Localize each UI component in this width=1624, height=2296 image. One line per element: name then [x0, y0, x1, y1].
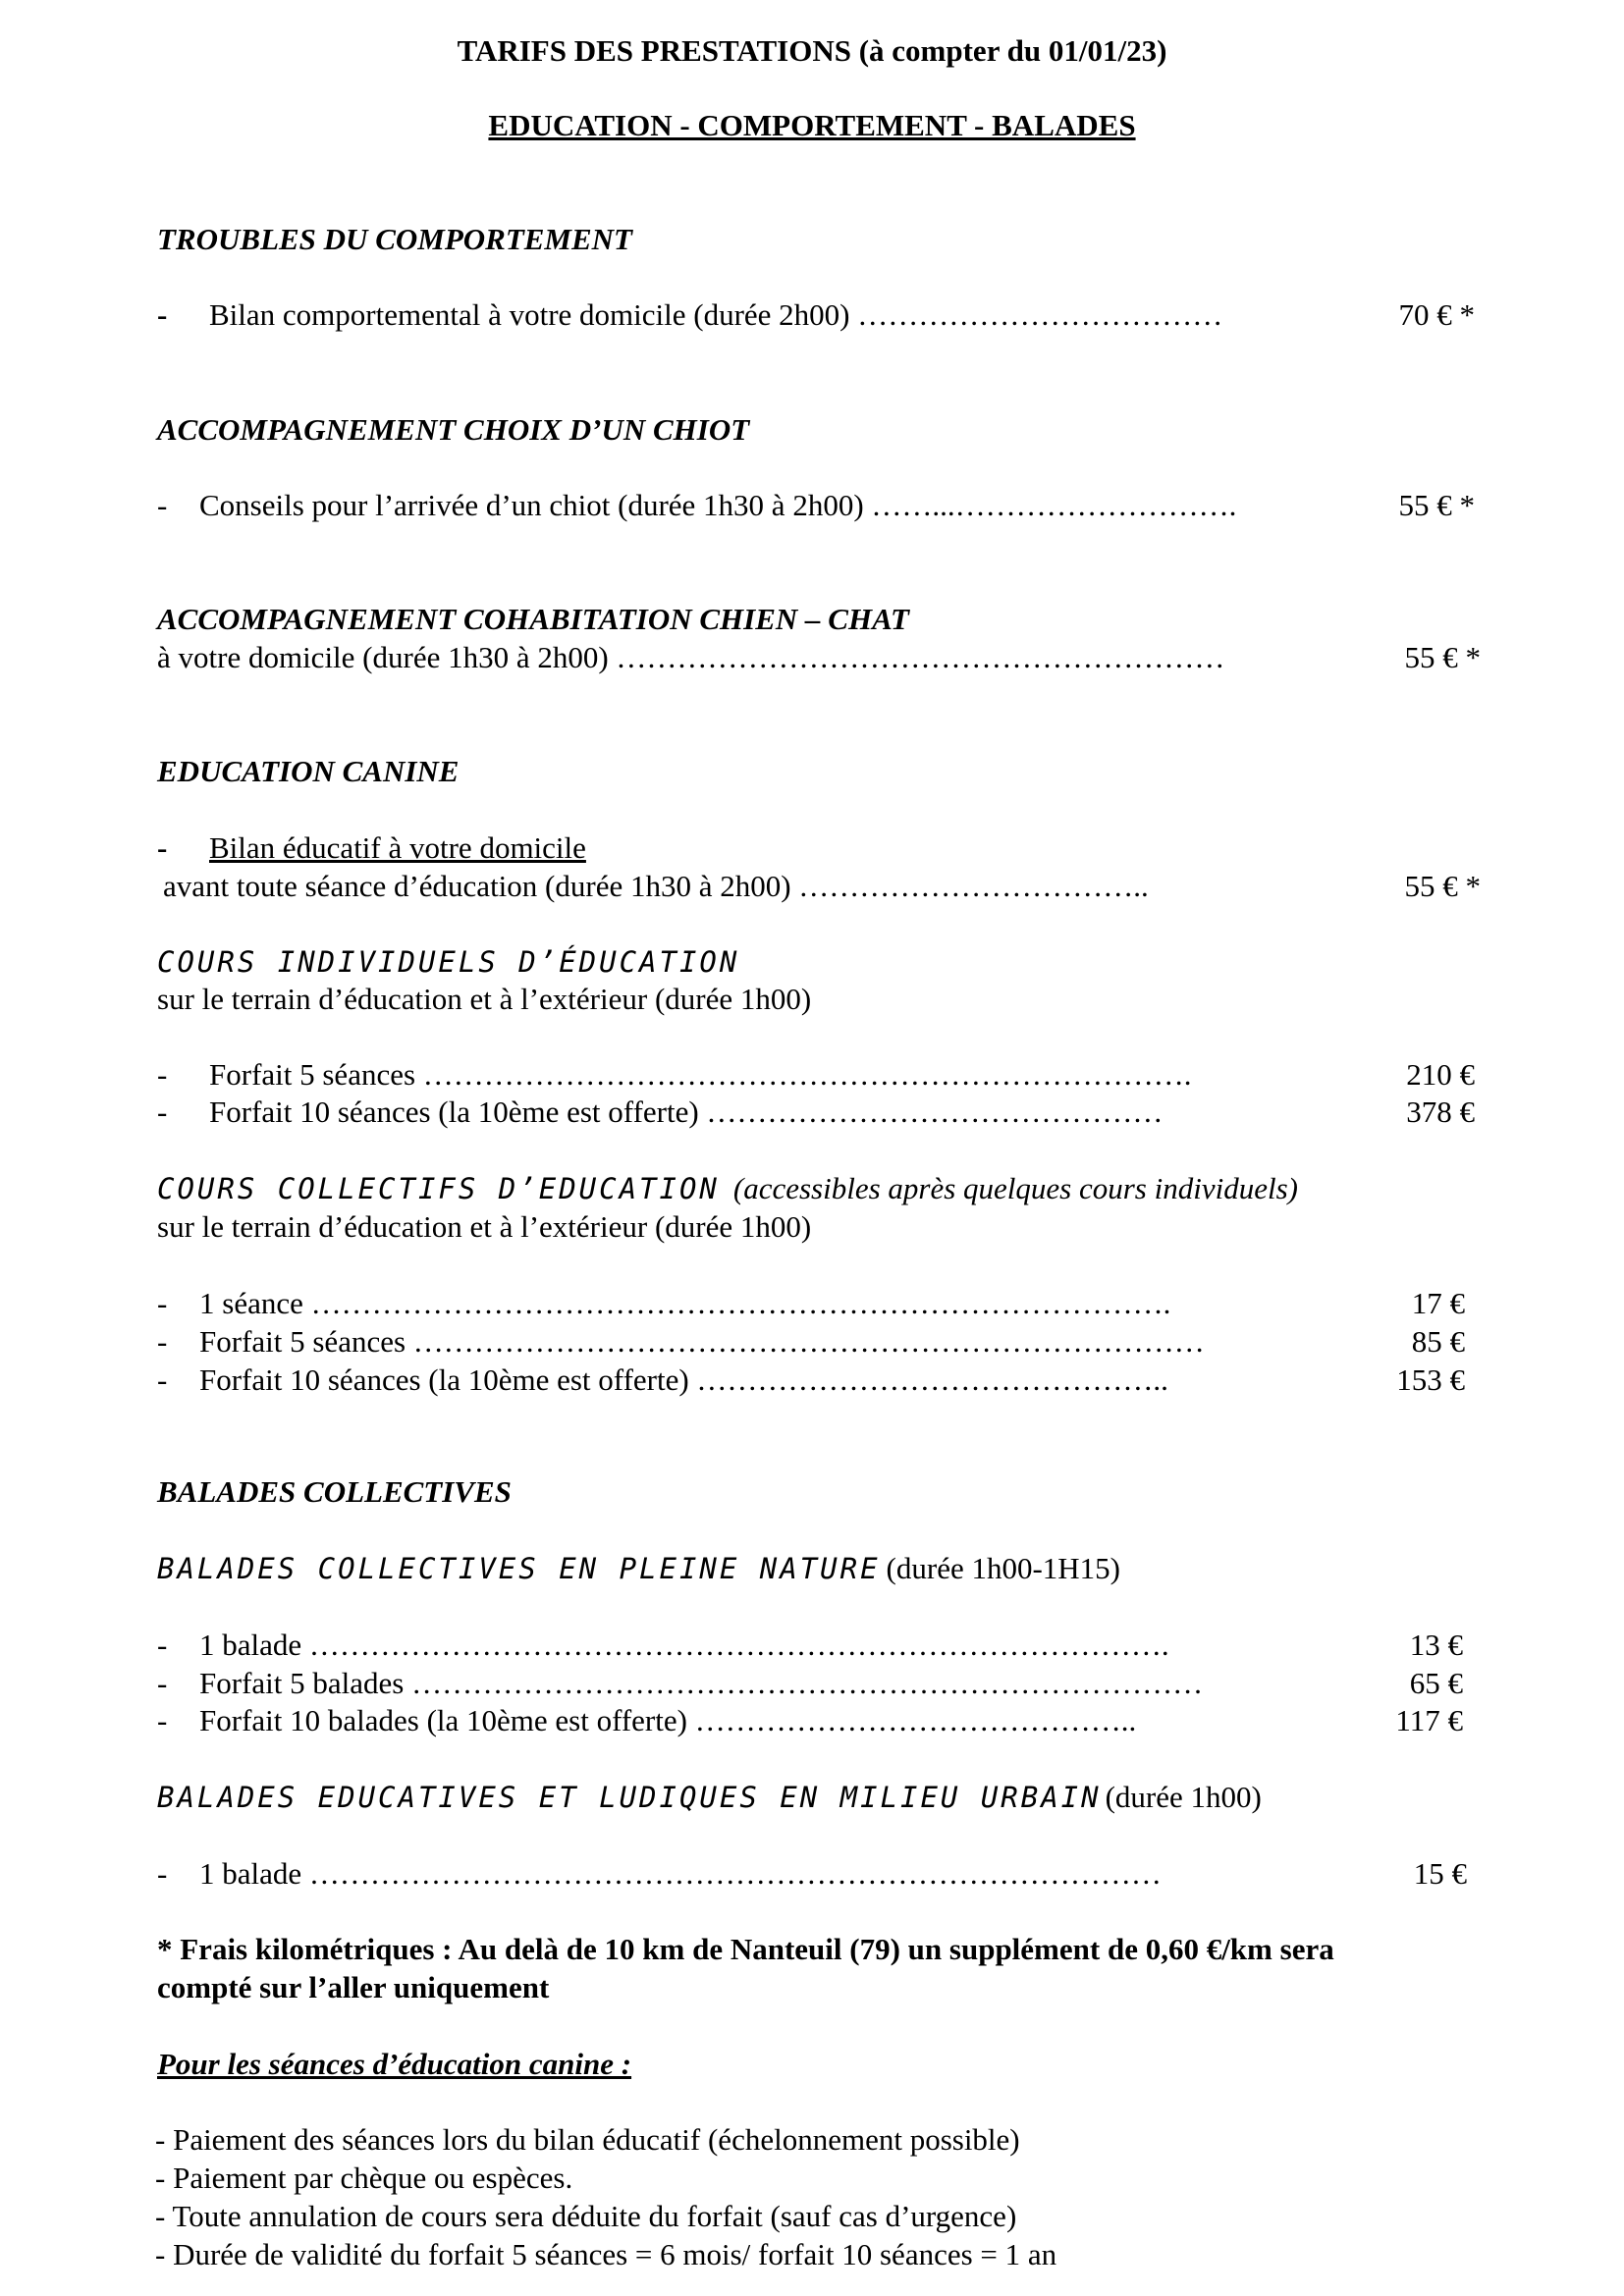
service-item-price: 17 € [1411, 1286, 1465, 1320]
list-dash: - [157, 1856, 168, 1891]
list-dash: - [157, 1286, 168, 1320]
service-item-text: 1 séance …………………………………………………………………………. [199, 1286, 1171, 1320]
service-item-text: Forfait 10 séances (la 10ème est offerte) ……………………………………….. [199, 1362, 1168, 1397]
section-subtext: sur le terrain d’éducation et à l’extérieur (durée 1h00) [157, 1209, 812, 1244]
section-heading-urbain: BALADES EDUCATIVES ET LUDIQUES EN MILIEU URBAIN [157, 1781, 1102, 1814]
list-dash: - [157, 1628, 168, 1662]
conditions-heading: Pour les séances d’éducation canine : [157, 2047, 632, 2081]
list-dash: - [157, 1362, 168, 1397]
page-subtitle: EDUCATION - COMPORTEMENT - BALADES [488, 108, 1136, 142]
service-item-price: 153 € [1396, 1362, 1465, 1397]
section-heading-nature-row [157, 1551, 1120, 1586]
service-item-text: avant toute séance d’éducation (durée 1h30 à 2h00) …………………………….. [163, 869, 1149, 903]
service-item-text: Conseils pour l’arrivée d’un chiot (durée 1h30 à 2h00) ……...………………………. [199, 488, 1237, 522]
page-title: TARIFS DES PRESTATIONS (à compter du 01/01/23) [457, 33, 1167, 68]
service-item-text: 1 balade …………………………………………………………………………. [199, 1628, 1169, 1662]
service-item-price: 55 € * [1398, 488, 1475, 522]
list-dash: - [157, 1666, 168, 1700]
service-item-price: 210 € [1406, 1057, 1475, 1092]
list-dash: - [157, 1703, 168, 1737]
conditions-item: - Durée de validité du forfait 5 séances = 6 mois/ forfait 10 séances = 1 an [155, 2237, 1057, 2271]
list-dash: - [157, 488, 168, 522]
service-item-price: 55 € * [1404, 869, 1481, 903]
service-item-price: 85 € [1411, 1324, 1465, 1359]
service-item-text: à votre domicile (durée 1h30 à 2h00) …………………………………………………… [157, 640, 1225, 674]
section-heading-cohabitation: ACCOMPAGNEMENT COHABITATION CHIEN – CHAT [157, 602, 909, 636]
frais-note-line1: * Frais kilométriques : Au delà de 10 km de Nanteuil (79) un supplément de 0,60 €/km sera [157, 1932, 1334, 1966]
service-item-price: 117 € [1395, 1703, 1463, 1737]
list-dash: - [157, 297, 168, 332]
service-item-text: Forfait 5 balades …………………………………………………………………… [199, 1666, 1204, 1700]
conditions-item: - Paiement des séances lors du bilan éducatif (échelonnement possible) [155, 2122, 1020, 2157]
list-dash: - [157, 1324, 168, 1359]
service-item-price: 55 € * [1404, 640, 1481, 674]
heading-text: ACCOMPAGNEMENT CHOIX D’UN CHIOT [157, 412, 750, 447]
section-heading-nature: BALADES COLLECTIVES EN PLEINE NATURE [157, 1552, 881, 1585]
section-heading-collectifs: COURS COLLECTIFS D’EDUCATION [157, 1172, 720, 1205]
section-heading-education: EDUCATION CANINE [157, 754, 460, 788]
section-heading-individuels: COURS INDIVIDUELS D’ÉDUCATION [157, 945, 740, 979]
section-note: (accessibles après quelques cours individuels) [732, 1171, 1298, 1205]
section-heading-troubles: TROUBLES DU COMPORTEMENT [157, 222, 632, 256]
service-item-price: 15 € [1413, 1856, 1467, 1891]
service-item-text: Forfait 10 séances (la 10ème est offerte) ……………………………………… [209, 1095, 1164, 1129]
service-item-price: 70 € * [1398, 297, 1475, 332]
section-subtext: sur le terrain d’éducation et à l’extérieur (durée 1h00) [157, 982, 812, 1016]
conditions-item: - Toute annulation de cours sera déduite du forfait (sauf cas d’urgence) [155, 2199, 1017, 2233]
service-item-text: Forfait 5 séances …………………………………………………………………… [199, 1324, 1205, 1359]
section-duration: (durée 1h00) [1105, 1780, 1262, 1814]
conditions-item: - Paiement par chèque ou espèces. [155, 2161, 573, 2195]
section-heading-balades: BALADES COLLECTIVES [157, 1474, 512, 1509]
bilan-educatif-title: Bilan éducatif à votre domicile [209, 830, 586, 865]
service-item-text: 1 balade ………………………………………………………………………… [199, 1856, 1162, 1891]
section-duration: (durée 1h00-1H15) [886, 1551, 1120, 1585]
frais-note-line2: compté sur l’aller uniquement [157, 1970, 550, 2004]
service-item-price: 65 € [1409, 1666, 1463, 1700]
service-item-text: Bilan comportemental à votre domicile (durée 2h00) ……………………………… [209, 297, 1223, 332]
list-dash: - [157, 1057, 168, 1092]
service-item-price: 13 € [1409, 1628, 1463, 1662]
service-item-price: 378 € [1406, 1095, 1475, 1129]
list-dash: - [157, 830, 168, 865]
service-item-text: Forfait 10 balades (la 10ème est offerte) …………………………………….. [199, 1703, 1137, 1737]
section-heading-urbain-row [157, 1780, 1262, 1815]
list-dash: - [157, 1095, 168, 1129]
section-heading-collectifs-row [157, 1171, 1298, 1206]
section-heading-chiot [157, 412, 749, 448]
service-item-text: Forfait 5 séances …………………………………………………………………. [209, 1057, 1192, 1092]
